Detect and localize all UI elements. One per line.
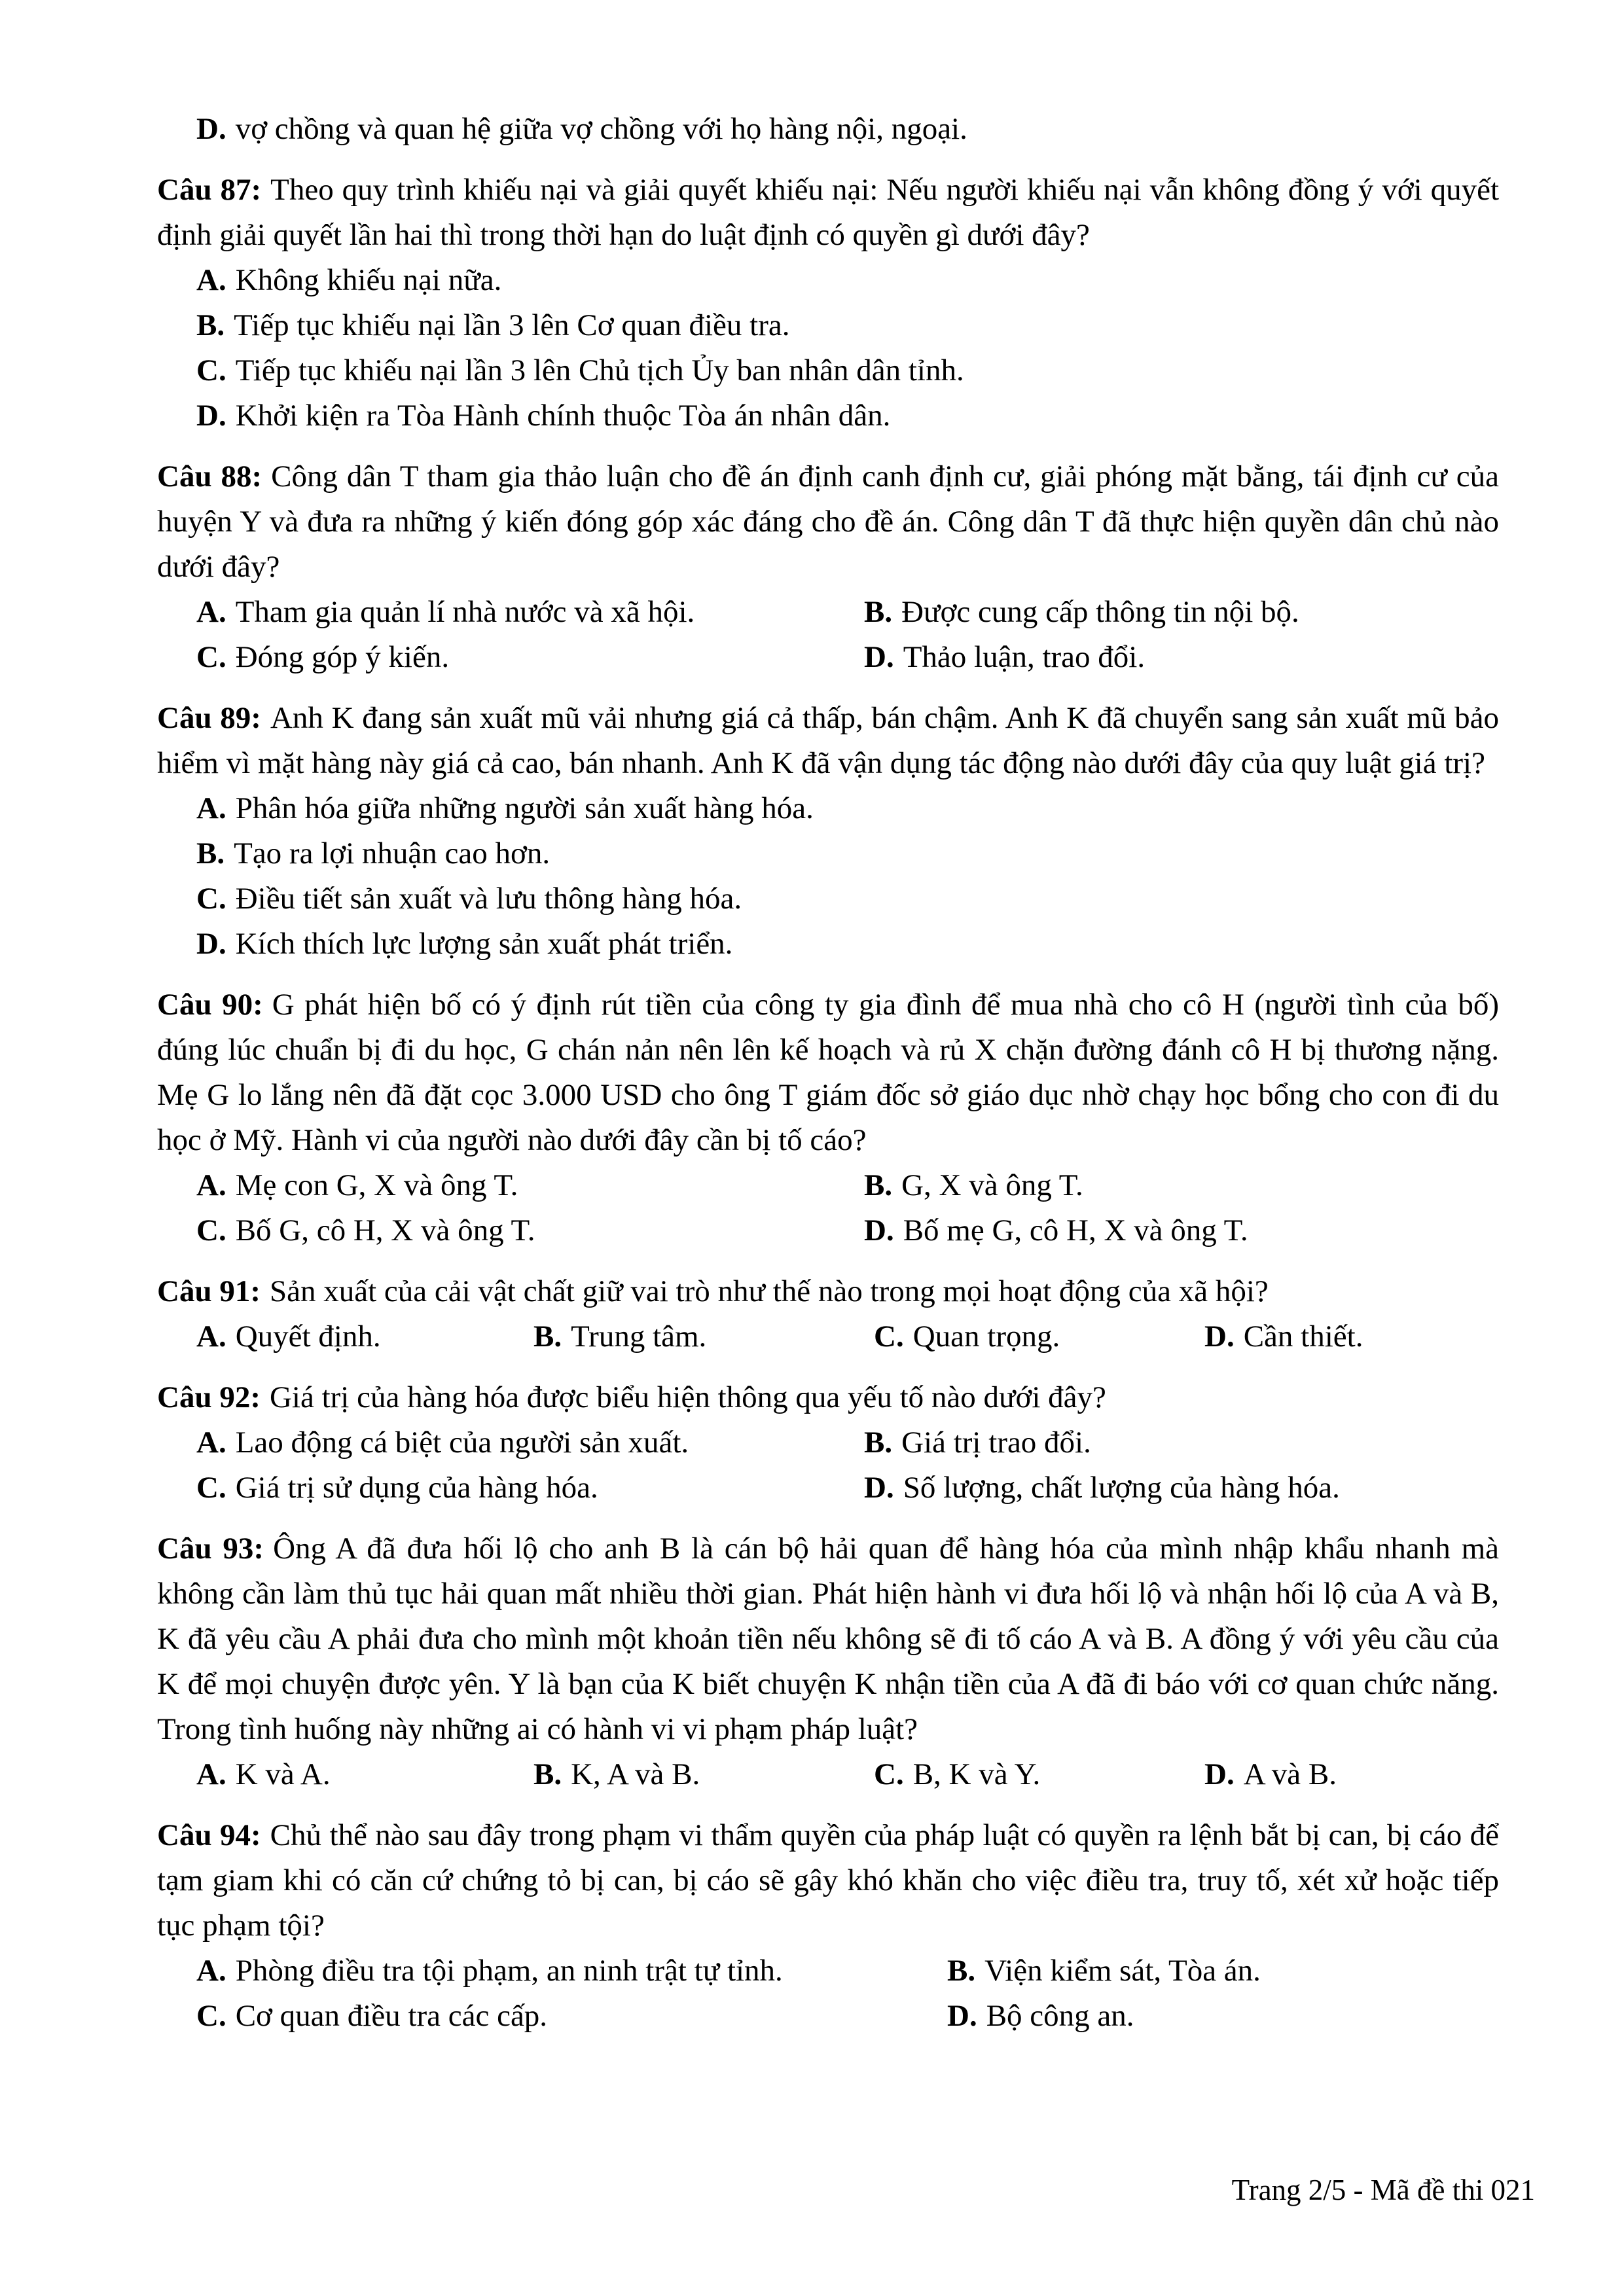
option-text: Cần thiết. (1243, 1319, 1363, 1354)
option-text: Kích thích lực lượng sản xuất phát triển. (235, 927, 733, 961)
question-text: G phát hiện bố có ý định rút tiền của công ty gia đình để mua nhà cho cô H (người tình của bố) đúng lúc chuẩn bị đi du học, G chán nản nên lên kế hoạch và rủ X chặn đường đánh cô H bị thương nặng. Mẹ G lo lắng nên đã đặt cọc 3.000 USD cho ông T giám đốc sở giáo dục nhờ chạy học bổng cho con đi du học ở Mỹ. Hành vi của người nào dưới đây cần bị tố cáo? (157, 988, 1499, 1157)
question-text: Anh K đang sản xuất mũ vải nhưng giá cả thấp, bán chậm. Anh K đã chuyển sang sản xuất mũ bảo hiểm vì mặt hàng này giá cả cao, bán nhanh. Anh K đã vận dụng tác động nào dưới đây của quy luật giá trị? (157, 701, 1499, 780)
option-letter: C. (196, 1213, 226, 1247)
option-text: Bố G, cô H, X và ông T. (235, 1213, 535, 1247)
option-letter: B. (533, 1757, 562, 1791)
option-text: A và B. (1243, 1757, 1337, 1791)
option-letter: B. (864, 595, 893, 629)
question-text: Công dân T tham gia thảo luận cho đề án định canh định cư, giải phóng mặt bằng, tái định cư của huyện Y và đưa ra những ý kiến đóng góp xác đáng cho đề án. Công dân T đã thực hiện quyền dân chủ nào dưới đây? (157, 459, 1500, 584)
option-text: G, X và ông T. (901, 1168, 1083, 1202)
option-letter: D. (864, 640, 894, 674)
question-88-options-ab (157, 590, 1499, 635)
option-text: Khởi kiện ra Tòa Hành chính thuộc Tòa án nhân dân. (235, 399, 891, 433)
option-94-d (947, 1994, 1499, 2039)
option-93-b (533, 1752, 874, 1797)
option-88-c (196, 635, 864, 680)
option-letter: C. (196, 353, 226, 387)
option-87-c (157, 348, 1499, 393)
option-text: B, K và Y. (912, 1757, 1041, 1791)
option-letter: B. (533, 1319, 562, 1354)
question-92-options-cd (157, 1465, 1499, 1511)
option-87-b (157, 303, 1499, 348)
question-88-options-cd (157, 635, 1499, 680)
option-letter: A. (196, 1168, 226, 1202)
option-letter: C. (196, 1471, 226, 1505)
option-letter: A. (196, 1757, 226, 1791)
option-88-d (864, 635, 1499, 680)
option-text: Tham gia quản lí nhà nước và xã hội. (235, 595, 695, 629)
option-92-d (864, 1465, 1499, 1511)
option-text: Được cung cấp thông tin nội bộ. (901, 595, 1299, 629)
option-89-b (157, 831, 1499, 876)
option-92-c (196, 1465, 864, 1511)
option-letter: A. (196, 1954, 226, 1988)
option-text: Bộ công an. (986, 1999, 1134, 2033)
option-letter: A. (196, 263, 226, 297)
question-number: Câu 87: (157, 173, 262, 207)
option-text: Số lượng, chất lượng của hàng hóa. (903, 1471, 1340, 1505)
option-text: Tiếp tục khiếu nại lần 3 lên Chủ tịch Ủy ban nhân dân tỉnh. (235, 353, 964, 387)
option-letter: D. (196, 927, 226, 961)
option-93-c (874, 1752, 1204, 1797)
option-text: Phân hóa giữa những người sản xuất hàng hóa. (235, 791, 814, 825)
option-91-b (533, 1314, 874, 1359)
option-letter: B. (864, 1168, 893, 1202)
option-88-b (864, 590, 1499, 635)
option-letter: C. (874, 1757, 904, 1791)
option-letter: B. (196, 836, 225, 870)
option-letter: A. (196, 1319, 226, 1354)
option-92-a (196, 1420, 864, 1465)
option-letter: C. (196, 640, 226, 674)
question-number: Câu 94: (157, 1818, 261, 1852)
option-88-a (196, 590, 864, 635)
option-letter: A. (196, 1426, 226, 1460)
option-letter: D. (1204, 1319, 1235, 1354)
option-letter: A. (196, 791, 226, 825)
option-89-c (157, 876, 1499, 922)
option-86-d (157, 107, 1499, 152)
option-text: K, A và B. (571, 1757, 700, 1791)
option-text: Phòng điều tra tội phạm, an ninh trật tự tỉnh. (235, 1954, 783, 1988)
option-letter: D. (1204, 1757, 1235, 1791)
option-93-a (196, 1752, 533, 1797)
question-90-options-cd (157, 1208, 1499, 1253)
option-letter: C. (196, 882, 226, 916)
question-text: Sản xuất của cải vật chất giữ vai trò như thế nào trong mọi hoạt động của xã hội? (269, 1274, 1269, 1308)
option-letter: D. (864, 1213, 894, 1247)
option-text: Quyết định. (235, 1319, 381, 1354)
option-89-d (157, 922, 1499, 967)
option-90-d (864, 1208, 1499, 1253)
option-letter: A. (196, 595, 226, 629)
option-89-a (157, 786, 1499, 831)
option-text: Trung tâm. (571, 1319, 707, 1354)
option-91-a (196, 1314, 533, 1359)
option-text: Giá trị trao đổi. (901, 1426, 1091, 1460)
option-text: Điều tiết sản xuất và lưu thông hàng hóa. (235, 882, 742, 916)
option-92-b (864, 1420, 1499, 1465)
option-text: Giá trị sử dụng của hàng hóa. (235, 1471, 598, 1505)
option-text: Không khiếu nại nữa. (235, 263, 502, 297)
option-91-c (874, 1314, 1204, 1359)
question-91-stem (157, 1269, 1499, 1314)
option-letter: D. (196, 399, 226, 433)
page-content (157, 107, 1499, 2039)
option-text: Cơ quan điều tra các cấp. (235, 1999, 548, 2033)
option-letter: B. (947, 1954, 976, 1988)
question-93-stem (157, 1526, 1499, 1752)
question-92-options-ab (157, 1420, 1499, 1465)
option-87-a (157, 258, 1499, 303)
option-90-b (864, 1163, 1499, 1208)
question-text: Chủ thể nào sau đây trong phạm vi thẩm quyền của pháp luật có quyền ra lệnh bắt bị can, bị cáo để tạm giam khi có căn cứ chứng tỏ bị can, bị cáo sẽ gây khó khăn cho việc điều tra, truy tố, xét xử hoặc tiếp tục phạm tội? (157, 1818, 1500, 1943)
question-number: Câu 92: (157, 1380, 261, 1414)
question-number: Câu 93: (157, 1532, 264, 1566)
question-87-stem (157, 168, 1499, 258)
question-text: Theo quy trình khiếu nại và giải quyết khiếu nại: Nếu người khiếu nại vẫn không đồng ý với quyết định giải quyết lần hai thì trong thời hạn do luật định có quyền gì dưới đây? (157, 173, 1500, 252)
option-text: Tiếp tục khiếu nại lần 3 lên Cơ quan điều tra. (234, 308, 790, 342)
option-letter: D. (864, 1471, 894, 1505)
option-text: Lao động cá biệt của người sản xuất. (235, 1426, 689, 1460)
option-letter: B. (196, 308, 225, 342)
question-number: Câu 89: (157, 701, 261, 735)
option-text: Thảo luận, trao đổi. (903, 640, 1146, 674)
option-90-c (196, 1208, 864, 1253)
option-90-a (196, 1163, 864, 1208)
option-text: Viện kiểm sát, Tòa án. (984, 1954, 1261, 1988)
question-90-stem (157, 982, 1499, 1163)
option-text: Quan trọng. (912, 1319, 1060, 1354)
option-94-c (196, 1994, 947, 2039)
question-number: Câu 88: (157, 459, 262, 493)
option-text: K và A. (235, 1757, 331, 1791)
question-94-stem (157, 1813, 1499, 1948)
option-text: Tạo ra lợi nhuận cao hơn. (234, 836, 550, 870)
option-letter: B. (864, 1426, 893, 1460)
option-text: Đóng góp ý kiến. (235, 640, 450, 674)
question-number: Câu 90: (157, 988, 263, 1022)
question-89-stem (157, 696, 1499, 786)
option-text: Mẹ con G, X và ông T. (235, 1168, 518, 1202)
question-92-stem (157, 1375, 1499, 1420)
option-text: Bố mẹ G, cô H, X và ông T. (903, 1213, 1248, 1247)
option-94-b (947, 1948, 1499, 1994)
option-text: vợ chồng và quan hệ giữa vợ chồng với họ hàng nội, ngoại. (235, 112, 967, 146)
question-93-options (157, 1752, 1499, 1797)
option-letter: D. (947, 1999, 977, 2033)
question-number: Câu 91: (157, 1274, 261, 1308)
question-text: Giá trị của hàng hóa được biểu hiện thông qua yếu tố nào dưới đây? (269, 1380, 1106, 1414)
option-91-d (1204, 1314, 1499, 1359)
question-94-options-ab (157, 1948, 1499, 1994)
question-91-options (157, 1314, 1499, 1359)
question-88-stem (157, 454, 1499, 590)
page-footer: Trang 2/5 - Mã đề thi 021 (1231, 2174, 1535, 2206)
option-87-d (157, 393, 1499, 439)
option-letter: C. (874, 1319, 904, 1354)
option-94-a (196, 1948, 947, 1994)
question-90-options-ab (157, 1163, 1499, 1208)
option-letter: C. (196, 1999, 226, 2033)
question-94-options-cd (157, 1994, 1499, 2039)
option-93-d (1204, 1752, 1499, 1797)
option-letter: D. (196, 112, 226, 146)
question-text: Ông A đã đưa hối lộ cho anh B là cán bộ hải quan để hàng hóa của mình nhập khẩu nhanh mà không cần làm thủ tục hải quan mất nhiều thời gian. Phát hiện hành vi đưa hối lộ và nhận hối lộ của A và B, K đã yêu cầu A phải đưa cho mình một khoản tiền nếu không sẽ đi tố cáo A và B. A đồng ý với yêu cầu của K để mọi chuyện được yên. Y là bạn của K biết chuyện K nhận tiền của A đã đi báo với cơ quan chức năng. Trong tình huống này những ai có hành vi vi phạm pháp luật? (157, 1532, 1500, 1746)
